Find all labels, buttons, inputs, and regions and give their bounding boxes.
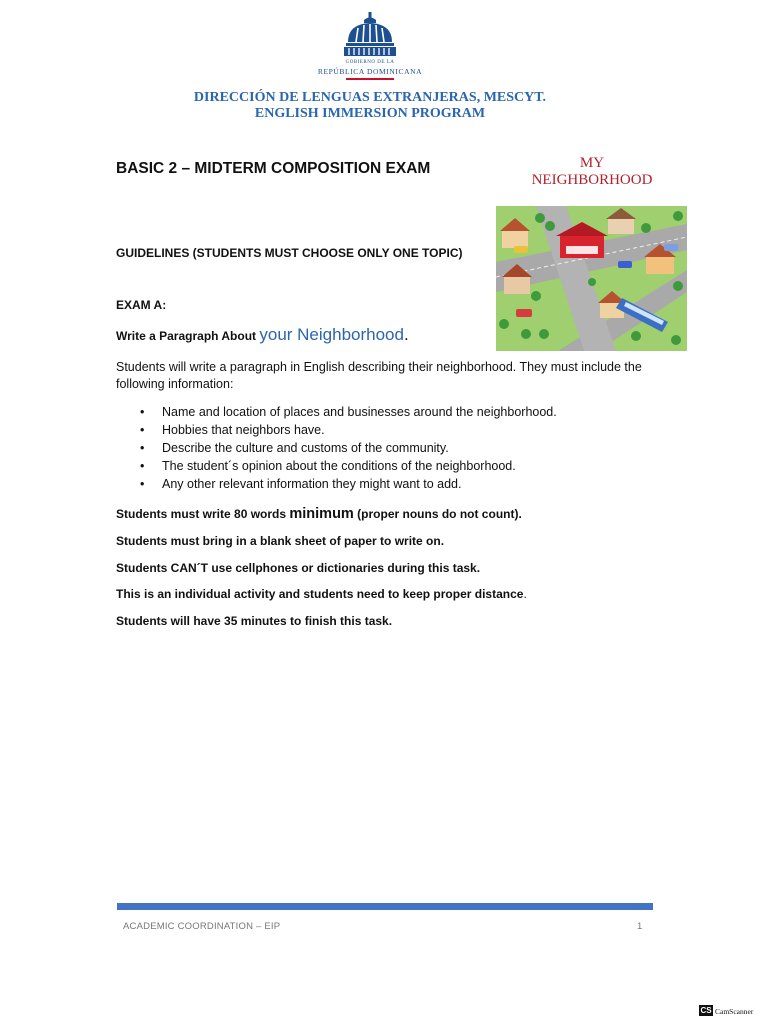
list-item: • The student´s opinion about the conditions of the neighborhood. [140, 457, 557, 475]
exam-title: BASIC 2 – MIDTERM COMPOSITION EXAM [116, 160, 431, 177]
instructions-paragraph: Students will write a paragraph in English describing their neighborhood. They must include the following information: [116, 360, 642, 391]
illustration-title-line2: NEIGHBORHOOD [531, 172, 653, 188]
rule-blank-sheet: Students must bring in a blank sheet of paper to write on. [116, 534, 445, 548]
rule-word-count-emphasis: minimum [289, 506, 354, 522]
car-icon [514, 246, 528, 253]
prompt-suffix: . [403, 325, 409, 344]
rule-word-count [116, 506, 656, 522]
illustration-title-line1: MY [579, 155, 605, 171]
camscanner-watermark: CamScanner [715, 1007, 754, 1016]
car-icon [618, 261, 632, 268]
car-icon [516, 309, 532, 317]
neighborhood-illustration [496, 206, 687, 351]
rule-time-limit: Students will have 35 minutes to finish this task. [116, 614, 393, 628]
page-number: 1 [637, 921, 643, 932]
rule-no-devices: Students CAN´T use cellphones or dictionaries during this task. [116, 561, 481, 575]
rule-individual-end: . [523, 587, 527, 601]
illustration-title [496, 155, 688, 189]
government-logo [300, 12, 440, 80]
camscanner-logo-icon: CS [700, 1006, 712, 1015]
rule-individual-activity [116, 587, 656, 601]
logo-divider [346, 78, 394, 80]
footer-bar [117, 903, 653, 910]
prompt-prefix: Write a Paragraph About [116, 329, 260, 343]
requirements-list [140, 403, 557, 493]
prompt-topic: your Neighborhood [259, 325, 404, 344]
header-institution: DIRECCIÓN DE LENGUAS EXTRANJERAS, MESCYT. [193, 90, 547, 105]
guidelines-heading: GUIDELINES (STUDENTS MUST CHOOSE ONLY ONE TOPIC) [116, 246, 463, 260]
list-item: • Any other relevant information they might want to add. [140, 475, 557, 493]
rule-word-count-suffix: (proper nouns do not count). [353, 507, 522, 521]
rule-individual-text: This is an individual activity and students need to keep proper distance [116, 587, 524, 601]
exam-label: EXAM A: [116, 298, 167, 312]
writing-prompt [116, 325, 409, 345]
list-item: • Name and location of places and businesses around the neighborhood. [140, 403, 557, 421]
logo-line2: REPÚBLICA DOMINICANA [317, 67, 423, 76]
logo-line1: GOBIERNO DE LA [345, 60, 395, 65]
list-item: • Describe the culture and customs of the community. [140, 439, 557, 457]
car-icon [664, 244, 678, 251]
list-item: • Hobbies that neighbors have. [140, 421, 557, 439]
header-program: ENGLISH IMMERSION PROGRAM [254, 106, 486, 121]
rule-word-count-prefix: Students must write 80 words [116, 507, 290, 521]
dome-emblem-icon [342, 12, 398, 58]
footer-text: ACADEMIC COORDINATION – EIP [123, 921, 281, 932]
